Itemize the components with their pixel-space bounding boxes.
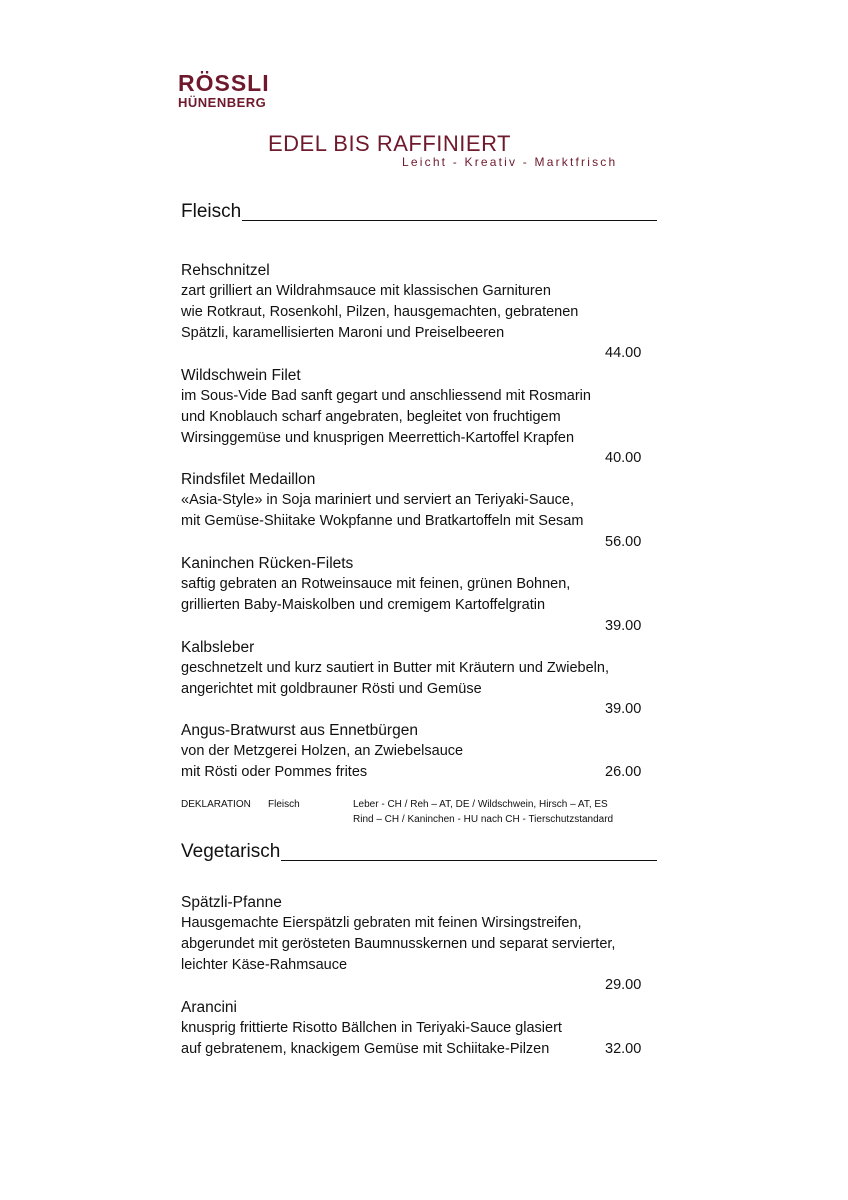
item-price: 26.00: [605, 764, 642, 780]
item-price: 39.00: [605, 618, 642, 634]
item-description-line: saftig gebraten an Rotweinsauce mit feinen, grünen Bohnen,: [181, 576, 571, 592]
item-description-line: von der Metzgerei Holzen, an Zwiebelsauce: [181, 743, 464, 759]
restaurant-logo: [178, 70, 270, 110]
item-description-line: Spätzli, karamellisierten Maroni und Preiselbeeren: [181, 325, 505, 341]
item-price: 29.00: [605, 977, 642, 993]
item-description-line: im Sous-Vide Bad sanft gegart und anschliessend mit Rosmarin: [181, 388, 591, 404]
item-description-line: mit Gemüse-Shiitake Wokpfanne und Bratkartoffeln mit Sesam: [181, 513, 584, 529]
item-name: Rindsfilet Medaillon: [181, 471, 316, 488]
item-description-line: knusprig frittierte Risotto Bällchen in Teriyaki-Sauce glasiert: [181, 1020, 562, 1036]
item-name: Arancini: [181, 999, 237, 1016]
item-description-line: leichter Käse-Rahmsauce: [181, 957, 348, 973]
menu-item: [181, 553, 651, 616]
section-heading-vegetarisch: [181, 839, 657, 863]
menu-item: [181, 365, 651, 449]
declaration-category: Fleisch: [268, 799, 300, 810]
item-description-line: wie Rotkraut, Rosenkohl, Pilzen, hausgemachten, gebratenen: [181, 304, 579, 320]
item-price: 40.00: [605, 450, 642, 466]
logo-line-1: RÖSSLI: [178, 70, 270, 96]
item-description-line: Hausgemachte Eierspätzli gebraten mit feinen Wirsingstreifen,: [181, 915, 582, 931]
item-name: Kalbsleber: [181, 639, 255, 656]
logo-line-2: HÜNENBERG: [178, 95, 267, 110]
section-title: Fleisch: [181, 201, 242, 222]
menu-title: EDEL BIS RAFFINIERT: [268, 131, 511, 156]
item-price: 56.00: [605, 534, 642, 550]
declaration-label: DEKLARATION: [181, 799, 251, 810]
menu-item: [181, 260, 651, 344]
item-description-line: auf gebratenem, knackigem Gemüse mit Schiitake-Pilzen: [181, 1041, 550, 1057]
item-price: 32.00: [605, 1041, 642, 1057]
item-name: Spätzli-Pfanne: [181, 894, 282, 911]
menu-item: [181, 997, 651, 1060]
item-description-line: grillierten Baby-Maiskolben und cremigem Kartoffelgratin: [181, 597, 546, 613]
item-description-line: angerichtet mit goldbrauner Rösti und Gemüse: [181, 681, 482, 697]
item-name: Angus-Bratwurst aus Ennetbürgen: [181, 722, 418, 739]
menu-item: [181, 637, 651, 700]
item-price: 44.00: [605, 345, 642, 361]
item-name: Wildschwein Filet: [181, 367, 301, 384]
item-name: Rehschnitzel: [181, 262, 270, 279]
section-rule: [181, 220, 657, 221]
item-description-line: abgerundet mit gerösteten Baumnusskernen und separat servierter,: [181, 936, 616, 952]
item-name: Kaninchen Rücken-Filets: [181, 555, 354, 572]
declaration-origins: [353, 797, 613, 827]
section-heading-fleisch: [181, 199, 657, 223]
declaration-line: Rind – CH / Kaninchen - HU nach CH - Tierschutzstandard: [353, 814, 614, 825]
item-description-line: geschnetzelt und kurz sautiert in Butter mit Kräutern und Zwiebeln,: [181, 660, 609, 676]
item-description-line: zart grilliert an Wildrahmsauce mit klassischen Garnituren: [181, 283, 551, 299]
menu-item: [181, 469, 651, 532]
item-description-line: «Asia-Style» in Soja mariniert und serviert an Teriyaki-Sauce,: [181, 492, 575, 508]
menu-header: [268, 131, 618, 169]
item-description-line: Wirsinggemüse und knusprigen Meerrettich-Kartoffel Krapfen: [181, 430, 575, 446]
menu-item: [181, 720, 651, 783]
menu-item: [181, 892, 651, 976]
menu-subtitle: Leicht - Kreativ - Marktfrisch: [402, 155, 618, 169]
item-price: 39.00: [605, 701, 642, 717]
item-description-line: und Knoblauch scharf angebraten, begleitet von fruchtigem: [181, 409, 561, 425]
item-description-line: mit Rösti oder Pommes frites: [181, 764, 368, 780]
declaration-line: Leber - CH / Reh – AT, DE / Wildschwein, Hirsch – AT, ES: [353, 799, 608, 810]
section-title: Vegetarisch: [181, 841, 281, 862]
